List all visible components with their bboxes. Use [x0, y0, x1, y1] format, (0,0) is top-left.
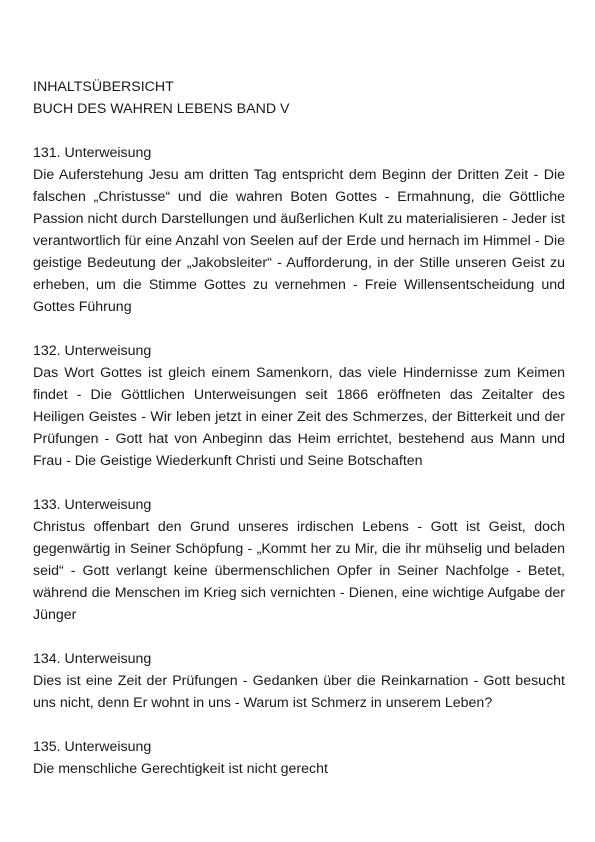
section-text: Die menschliche Gerechtigkeit ist nicht gerecht [33, 761, 328, 777]
section-title: 134. Unterweisung [33, 651, 152, 667]
document-page [33, 76, 565, 802]
section-title: 135. Unterweisung [33, 739, 152, 755]
section-title: 132. Unterweisung [33, 343, 152, 359]
header-title: INHALTSÜBERSICHT [33, 79, 174, 95]
section-text: Christus offenbart den Grund unseres irdischen Lebens - Gott ist Geist, doch gegenwärtig in Seiner Schöpfung - „Kommt her zu Mir, die ihr mühselig und beladen seid“ - Gott verlangt keine übermenschlichen Opfer in Seiner Nachfolge - Betet, während die Menschen im Krieg sich vernichten - Dienen, eine wichtige Aufgabe der Jünger [33, 519, 565, 623]
section-134 [33, 648, 565, 714]
header-subtitle: BUCH DES WAHREN LEBENS BAND V [33, 101, 290, 117]
document-header [33, 76, 565, 120]
section-title: 133. Unterweisung [33, 497, 152, 513]
section-132 [33, 340, 565, 472]
section-133 [33, 494, 565, 626]
section-135 [33, 736, 565, 780]
section-131 [33, 142, 565, 318]
section-title: 131. Unterweisung [33, 145, 152, 161]
section-text: Dies ist eine Zeit der Prüfungen - Gedanken über die Reinkarnation - Gott besucht uns nicht, denn Er wohnt in uns - Warum ist Schmerz in unserem Leben? [33, 673, 565, 711]
section-text: Das Wort Gottes ist gleich einem Samenkorn, das viele Hindernisse zum Keimen findet - Die Göttlichen Unterweisungen seit 1866 eröffneten das Zeitalter des Heiligen Geistes - Wir leben jetzt in einer Zeit des Schmerzes, der Bitterkeit und der Prüfungen - Gott hat von Anbeginn das Heim errichtet, bestehend aus Mann und Frau - Die Geistige Wiederkunft Christi und Seine Botschaften [33, 365, 565, 469]
section-text: Die Auferstehung Jesu am dritten Tag entspricht dem Beginn der Dritten Zeit - Die falschen „Christusse“ und die wahren Boten Gottes - Ermahnung, die Göttliche Passion nicht durch Darstellungen und äußerlichen Kult zu materialisieren - Jeder ist verantwortlich für eine Anzahl von Seelen auf der Erde und hernach im Himmel - Die geistige Bedeutung der „Jakobsleiter“ - Aufforderung, in der Stille unseren Geist zu erheben, um die Stimme Gottes zu vernehmen - Freie Willensentscheidung und Gottes Führung [33, 167, 565, 315]
